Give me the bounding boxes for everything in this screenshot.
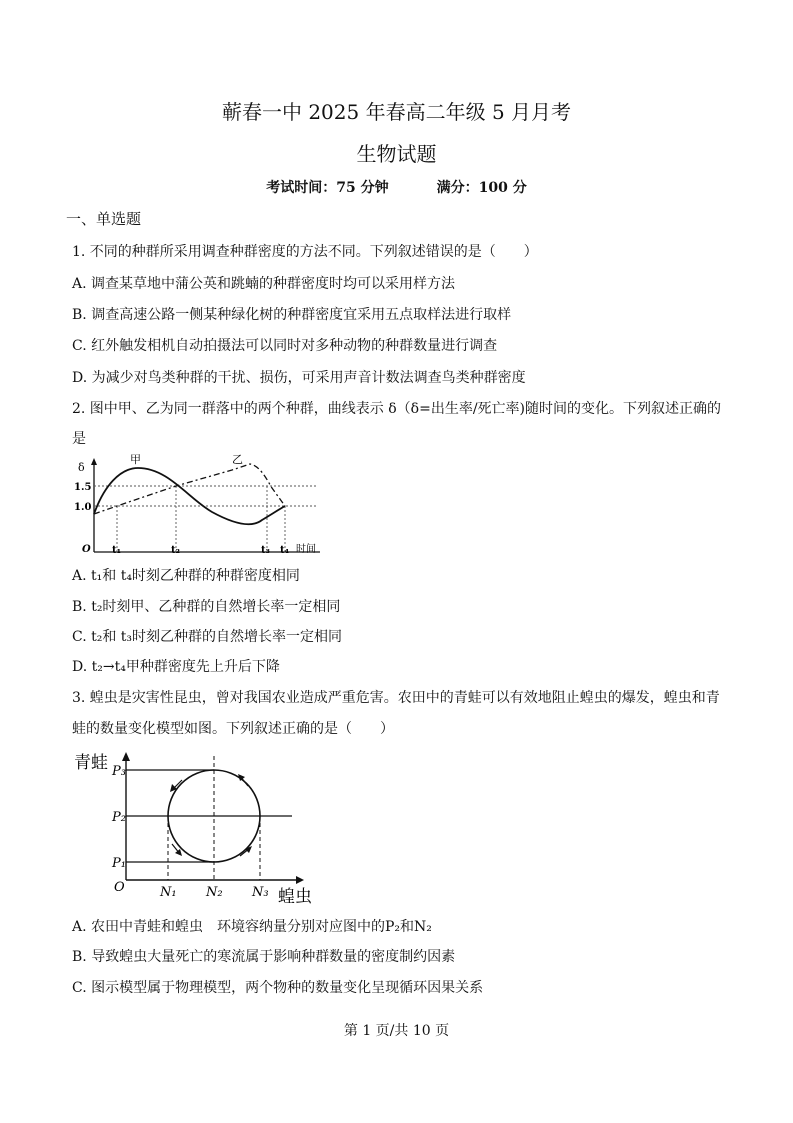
q2-figure — [72, 452, 332, 560]
q3-arrowhead-lower-left — [175, 849, 182, 856]
q3-x-arrow — [296, 876, 304, 884]
q2-label-jia: 甲 — [130, 453, 141, 466]
q2-x-label: 时间 — [296, 544, 316, 555]
q3-stem-line1: 3. 蝗虫是灾害性昆虫，曾对我国农业造成严重危害。农田中的青蛙可以有效地阻止蝗虫的爆发，蝗虫和青 — [72, 690, 720, 706]
q1-option-a: A. 调查某草地中蒲公英和跳蝻的种群密度时均可以采用样方法 — [72, 276, 456, 292]
exam-meta — [0, 177, 793, 197]
q3-y-label: 青蛙 — [74, 753, 108, 773]
q2-option-c: C. t₂和 t₃时刻乙种群的自然增长率一定相同 — [72, 629, 343, 645]
q2-label-t2: t₂ — [171, 545, 180, 556]
q2-stem-line1: 2. 图中甲、乙为同一群落中的两个种群，曲线表示 δ（δ=出生率/死亡率)随时间的变化。下列叙述正确的 — [72, 401, 722, 417]
page-footer: 第 1 页/共 10 页 — [343, 1023, 450, 1039]
q2-curve-jia — [94, 468, 285, 524]
q2-label-t1: t₁ — [112, 545, 121, 556]
q3-label-p2: P₂ — [112, 810, 126, 825]
score-label: 满分：100 分 — [436, 180, 527, 196]
q1-option-b: B. 调查高速公路一侧某种绿化树的种群密度宜采用五点取样法进行取样 — [72, 307, 512, 323]
q2-option-b: B. t₂时刻甲、乙种群的自然增长率一定相同 — [72, 599, 341, 615]
q2-label-t4: t₄ — [280, 545, 289, 556]
q3-label-n2: N₂ — [206, 885, 223, 900]
q2-option-a: A. t₁和 t₄时刻乙种群的种群密度相同 — [72, 568, 300, 584]
q2-tick-1-0: 1.0 — [74, 502, 92, 513]
q1-stem: 1. 不同的种群所采用调查种群密度的方法不同。下列叙述错误的是（ ） — [72, 244, 538, 260]
q3-figure — [72, 748, 322, 906]
q3-origin: O — [114, 880, 125, 895]
q3-option-a: A. 农田中青蛙和蝗虫 环境容纳量分别对应图中的P₂和N₂ — [72, 919, 432, 935]
time-label: 考试时间：75 分钟 — [266, 180, 389, 196]
q3-x-label: 蝗虫 — [278, 887, 312, 906]
q1-option-d: D. 为减少对鸟类种群的干扰、损伤，可采用声音计数法调查鸟类种群密度 — [72, 370, 526, 386]
section-heading: 一、单选题 — [66, 210, 142, 228]
q3-y-arrow — [122, 752, 130, 761]
q2-tick-1-5: 1.5 — [74, 482, 92, 493]
q3-label-p1: P₁ — [112, 856, 126, 871]
exam-title: 蕲春一中 2025 年春高二年级 5 月月考 — [221, 100, 572, 124]
exam-subject: 生物试题 — [356, 142, 437, 166]
q3-label-p3: P₃ — [112, 764, 126, 779]
q2-y-arrow — [91, 458, 97, 465]
q1-option-c: C. 红外触发相机自动拍摄法可以同时对多种动物的种群数量进行调查 — [72, 338, 498, 354]
q2-y-symbol: δ — [78, 461, 85, 474]
q2-stem-line2: 是 — [72, 431, 86, 447]
q2-option-d: D. t₂→t₄甲种群密度先上升后下降 — [72, 659, 280, 675]
q3-label-n3: N₃ — [252, 885, 269, 900]
q3-label-n1: N₁ — [160, 885, 177, 900]
q2-label-yi: 乙 — [232, 453, 243, 466]
q3-stem-line2: 蛙的数量变化模型如图。下列叙述正确的是（ ） — [72, 721, 394, 737]
q3-option-c: C. 图示模型属于物理模型，两个物种的数量变化呈现循环因果关系 — [72, 980, 484, 996]
q3-option-b: B. 导致蝗虫大量死亡的寒流属于影响种群数量的密度制约因素 — [72, 949, 456, 965]
q2-origin: O — [82, 544, 91, 555]
q2-label-t3: t₃ — [261, 545, 270, 556]
